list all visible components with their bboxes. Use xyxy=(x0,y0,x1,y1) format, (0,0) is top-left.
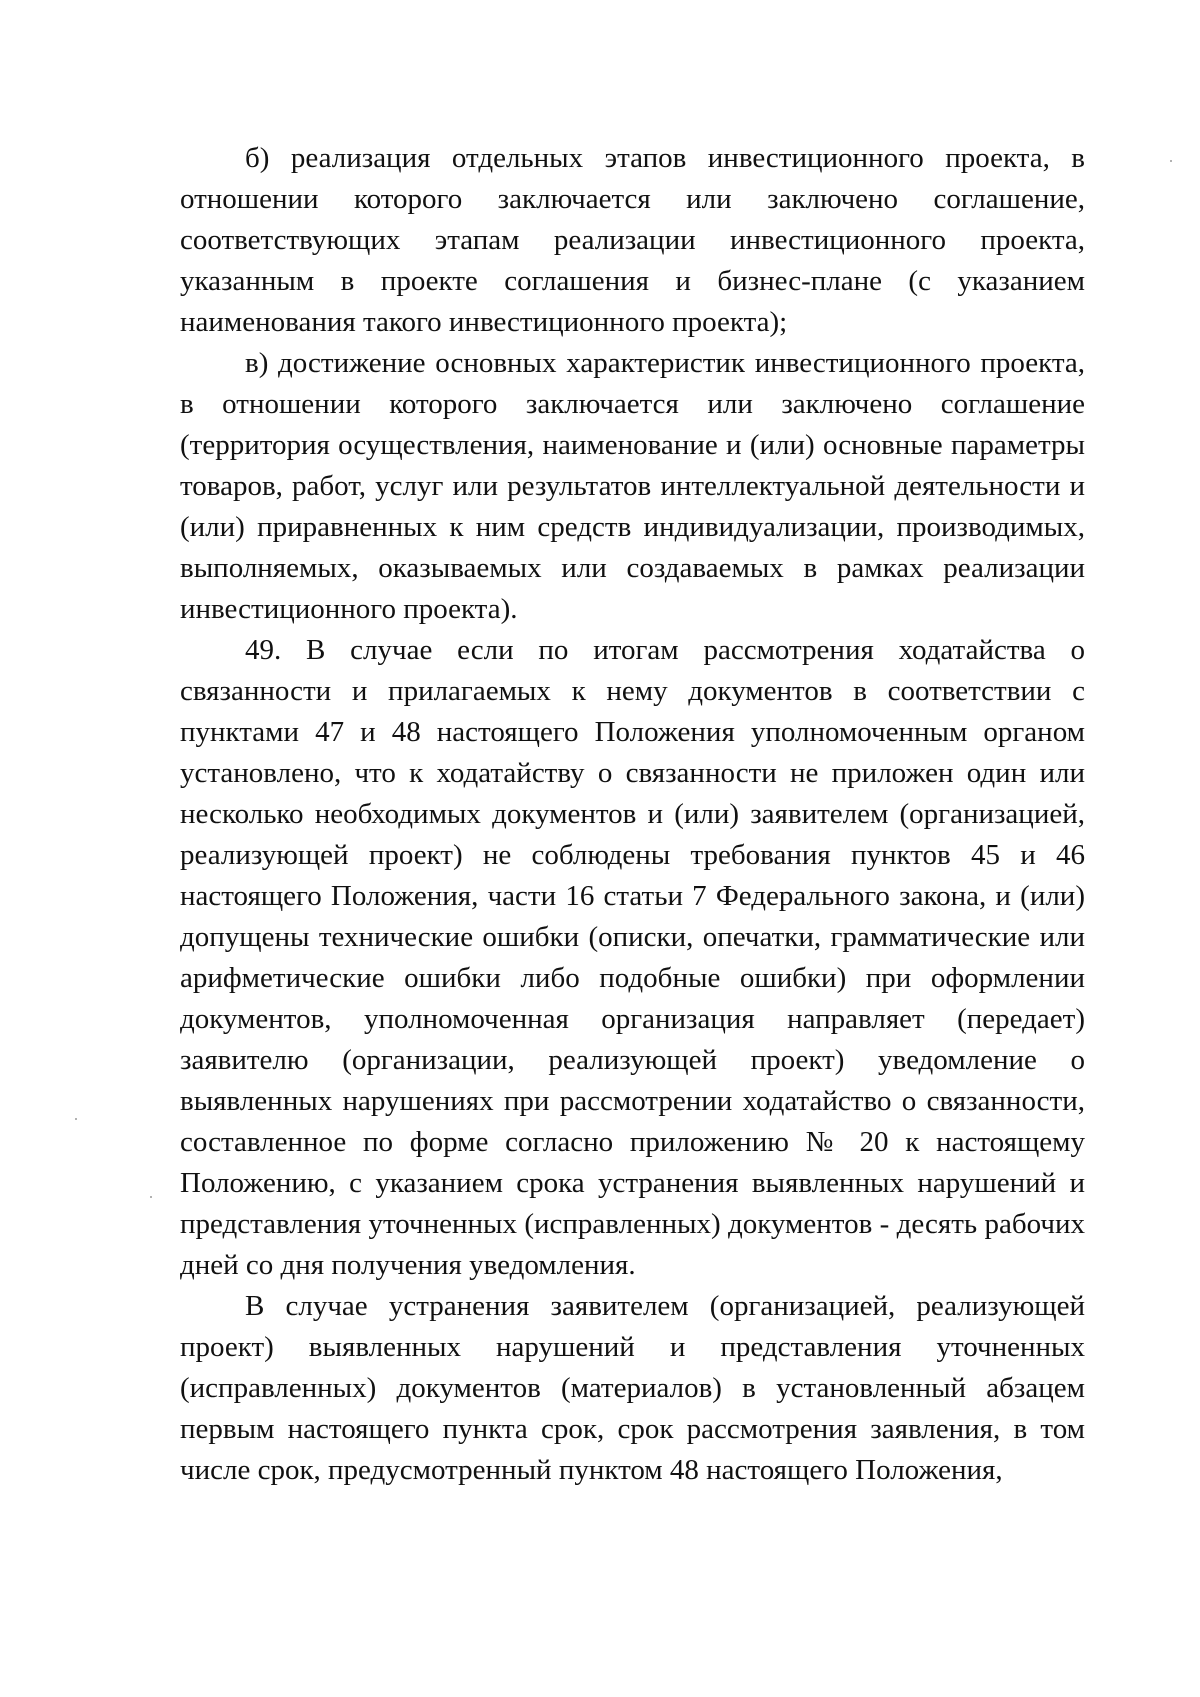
paragraph-49-second: В случае устранения заявителем (организацией, реализующей проект) выявленных нарушений и представления уточненных (исправленных) документов (материалов) в установленный абзацем первым настоящего пункта срок, срок рассмотрения заявления, в том числе срок, предусмотренный пунктом 48 настоящего Положения, xyxy=(180,1290,1085,1486)
paragraph-v: в) достижение основных характеристик инвестиционного проекта, в отношении которого заключается или заключено соглашение (территория осуществления, наименование и (или) основные параметры товаров, работ, услуг или результатов интеллектуальной деятельности и (или) приравненных к ним средств индивидуализации, производимых, выполняемых, оказываемых или создаваемых в рамках реализации инвестиционного проекта). xyxy=(180,347,1085,625)
scan-speck xyxy=(75,1118,77,1120)
paragraph-b: б) реализация отдельных этапов инвестиционного проекта, в отношении которого заключается или заключено соглашение, соответствующих этапам реализации инвестиционного проекта, указанным в проекте соглашения и бизнес-плане (с указанием наименования такого инвестиционного проекта); xyxy=(180,142,1085,338)
scan-speck xyxy=(150,1196,152,1198)
paragraph-49: 49. В случае если по итогам рассмотрения ходатайства о связанности и прилагаемых к нему документов в соответствии с пунктами 47 и 48 настоящего Положения уполномоченным органом установлено, что к ходатайству о связанности не приложен один или несколько необходимых документов и (или) заявителем (организацией, реализующей проект) не соблюдены требования пунктов 45 и 46 настоящего Положения, части 16 статьи 7 Федерального закона, и (или) допущены технические ошибки (описки, опечатки, грамматические или арифметические ошибки либо подобные ошибки) при оформлении документов, уполномоченная организация направляет (передает) заявителю (организации, реализующей проект) уведомление о выявленных нарушениях при рассмотрении ходатайство о связанности, составленное по форме согласно приложению № 20 к настоящему Положению, с указанием срока устранения выявленных нарушений и представления уточненных (исправленных) документов - десять рабочих дней со дня получения уведомления. xyxy=(180,634,1085,1281)
scan-speck xyxy=(1170,160,1172,162)
document-body xyxy=(180,138,1085,1491)
